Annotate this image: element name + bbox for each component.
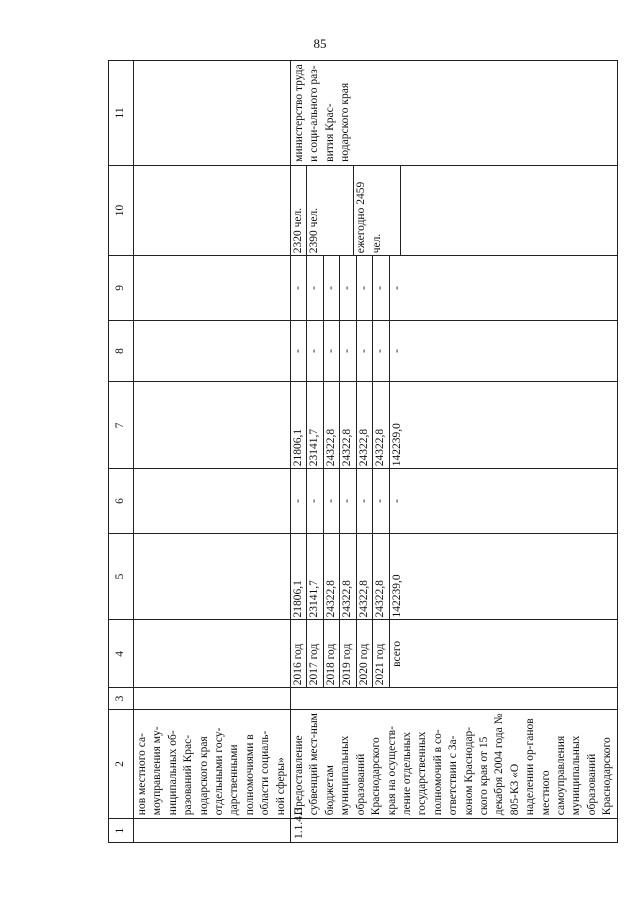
value: 23141,7 xyxy=(307,534,323,620)
header-cell: 5 xyxy=(109,533,134,620)
value: 24322,8 xyxy=(340,382,356,468)
value: - xyxy=(373,321,389,382)
value: - xyxy=(373,469,389,532)
continuation-row xyxy=(134,61,291,843)
value: - xyxy=(340,256,356,319)
header-cell: 10 xyxy=(109,165,134,255)
value: 24322,8 xyxy=(356,534,372,620)
year: 2021 год xyxy=(373,620,389,687)
value: 24322,8 xyxy=(340,534,356,620)
value-total: 142239,0 xyxy=(389,534,405,620)
value: - xyxy=(323,321,339,382)
value: - xyxy=(373,256,389,319)
col7-list xyxy=(291,382,405,468)
value: 23141,7 xyxy=(307,382,323,468)
header-cell: 4 xyxy=(109,620,134,688)
header-cell: 2 xyxy=(109,709,134,819)
value: - xyxy=(340,321,356,382)
years-list xyxy=(291,620,405,687)
col10-cell xyxy=(291,165,618,255)
value: 24322,8 xyxy=(323,534,339,620)
value: 2390 чел. xyxy=(307,166,354,255)
value: - xyxy=(323,469,339,532)
year: 2017 год xyxy=(307,620,323,687)
year: 2018 год xyxy=(323,620,339,687)
col9-cell xyxy=(291,256,618,320)
header-cell: 7 xyxy=(109,382,134,469)
value: - xyxy=(356,321,372,382)
value: 21806,1 xyxy=(292,580,305,618)
value: 24322,8 xyxy=(373,382,389,468)
row-code: 1.1.4.3 xyxy=(291,819,618,843)
header-cell: 11 xyxy=(109,61,134,166)
responsible-organization: министерство труда и соци-ального раз-вития Крас-нодарского края xyxy=(291,61,618,166)
page-number: 85 xyxy=(313,36,327,51)
col6-list xyxy=(291,469,405,532)
table-cell xyxy=(134,688,291,709)
table-cell xyxy=(134,819,291,843)
value: - xyxy=(292,285,305,290)
table-cell xyxy=(134,620,291,688)
value-total: - xyxy=(389,256,405,319)
table-cell xyxy=(134,61,291,166)
col10-list xyxy=(291,166,461,255)
col8-list xyxy=(291,321,405,382)
value: 24322,8 xyxy=(323,382,339,468)
table-cell xyxy=(134,382,291,469)
table-row xyxy=(291,61,618,843)
table-cell xyxy=(134,469,291,533)
col9-list xyxy=(291,256,405,319)
header-cell: 3 xyxy=(109,688,134,709)
table-cell xyxy=(134,320,291,382)
value: - xyxy=(307,256,323,319)
row-description: Предоставление субвенций мест-ным бюджетам муниципальных образований Краснодарского края на осуществ-ление отдельных государственных полномочий в со-ответствии с За-коном Краснодар-ского края от 15 декабря 2004 года № 805-КЗ «О наделении ор-ганов местного самоуправления муниципальных образований Краснодарского xyxy=(291,709,618,819)
value-total: - xyxy=(389,469,405,532)
col5-cell xyxy=(291,533,618,620)
header-row xyxy=(109,61,134,843)
table-cell xyxy=(134,165,291,255)
header-cell: 9 xyxy=(109,256,134,320)
value-total: 142239,0 xyxy=(389,382,405,468)
value-total: - xyxy=(389,321,405,382)
value: - xyxy=(307,469,323,532)
value: - xyxy=(356,256,372,319)
years-cell xyxy=(291,620,618,688)
value: - xyxy=(323,256,339,319)
year: 2020 год xyxy=(356,620,372,687)
col6-cell xyxy=(291,469,618,533)
value: - xyxy=(292,349,305,353)
col7-cell xyxy=(291,382,618,469)
value: - xyxy=(307,321,323,382)
data-table xyxy=(108,60,614,843)
col8-cell xyxy=(291,320,618,382)
value-annual: ежегодно 2459 чел. xyxy=(354,166,401,255)
value: - xyxy=(356,469,372,532)
header-cell: 8 xyxy=(109,320,134,382)
year: 2016 год xyxy=(292,643,305,686)
header-cell: 6 xyxy=(109,469,134,533)
value xyxy=(401,166,462,255)
value: 2320 чел. xyxy=(292,207,305,254)
year-total: всего xyxy=(389,620,405,687)
value: 21806,1 xyxy=(292,428,305,467)
continuation-text: нов местного са-моуправления му-ниципальных об-разований Крас-нодарского края отдельными госу-дарственными полномочиями в области социаль-ной сферы» xyxy=(134,709,291,819)
value: 24322,8 xyxy=(356,382,372,468)
col5-list xyxy=(291,534,405,620)
value: - xyxy=(340,469,356,532)
table-cell xyxy=(134,533,291,620)
table-rotation-frame xyxy=(108,60,614,843)
header-cell: 1 xyxy=(109,819,134,843)
table-cell xyxy=(134,256,291,320)
value: 24322,8 xyxy=(373,534,389,620)
value: - xyxy=(292,499,305,503)
table-cell xyxy=(291,688,618,709)
year: 2019 год xyxy=(340,620,356,687)
